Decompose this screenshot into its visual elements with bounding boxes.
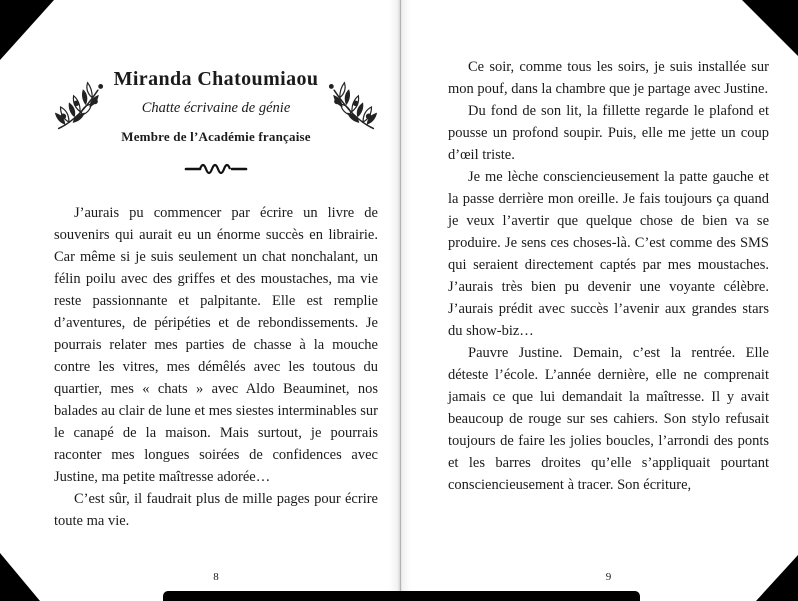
page-right — [448, 0, 769, 601]
olive-branch-left-icon — [54, 80, 110, 134]
paragraph: Du fond de son lit, la fillette regarde le plafond et pousse un profond soupir. Puis, elle me jette un coup d’œil triste. — [448, 103, 769, 163]
olive-branch-right-icon — [322, 80, 378, 134]
page-gutter — [389, 0, 411, 601]
author-subtitle: Chatte écrivaine de génie — [141, 100, 291, 116]
paragraph: J’aurais pu commencer par écrire un livre de souvenirs qui aurait eu un énorme succès en librairie. Car même si je suis seulement un chat nonchalant, un félin poilu avec des griffes et des moustaches, ma vie reste passionnante et palpitante. Elle est remplie d’aventures, de péripéties et de rebondissements. Je pourrais relater mes parties de chasse à la mouche contre les vitres, mes démêlés avec les toutous du quartier, mes « chats » avec Aldo Beauminet, nos balades au clair de lune et mes siestes interminables sur le canapé de la maison. Mais surtout, je pourrais raconter mes longues soirées de confidences avec Justine, ma petite maîtresse adorée… — [54, 205, 378, 485]
paragraph: Je me lèche consciencieusement la patte gauche et la passe derrière mon oreille. Je fais toujours ça quand je veux l’avertir que quelque chose de bien va se produire. Je sens ces choses-là. C’est comme des SMS qui seraient directement captés par mes moustaches. J’aurais très bien pu devenir une voyante célèbre. J’aurais prédit avec succès l’avenir aux grandes stars du show-biz… — [448, 169, 769, 339]
paragraph: Pauvre Justine. Demain, c’est la rentrée. Elle déteste l’école. L’année dernière, elle ne comprenait jamais ce que lui demandait la maîtresse. Il y avait beaucoup de rouge sur ses cahiers. Son stylo refusait toujours de faire les jolies boucles, l’arrondi des ponts et les barres droites qu’elle s’appliquait pourtant consciencieusement à tracer. Son écriture, — [448, 345, 769, 493]
chapter-header — [54, 68, 378, 182]
right-page-body — [448, 56, 769, 496]
background-corner-bottom-left — [0, 553, 40, 601]
title-row — [54, 68, 378, 145]
page-number-left: 8 — [213, 571, 219, 583]
left-page-body — [54, 202, 378, 532]
author-title: Miranda Chatoumiaou — [113, 68, 319, 90]
paragraph: C’est sûr, il faudrait plus de mille pages pour écrire toute ma vie. — [54, 491, 378, 529]
page-left — [54, 0, 378, 601]
page-number-right: 9 — [605, 571, 612, 583]
paragraph: Ce soir, comme tous les soirs, je suis installée sur mon pouf, dans la chambre que je partage avec Justine. — [448, 59, 769, 97]
divider-ornament-icon — [54, 161, 378, 182]
background-corner-top-left — [0, 0, 54, 60]
author-affiliation: Membre de l’Académie française — [121, 129, 311, 144]
title-text-group — [110, 68, 322, 145]
